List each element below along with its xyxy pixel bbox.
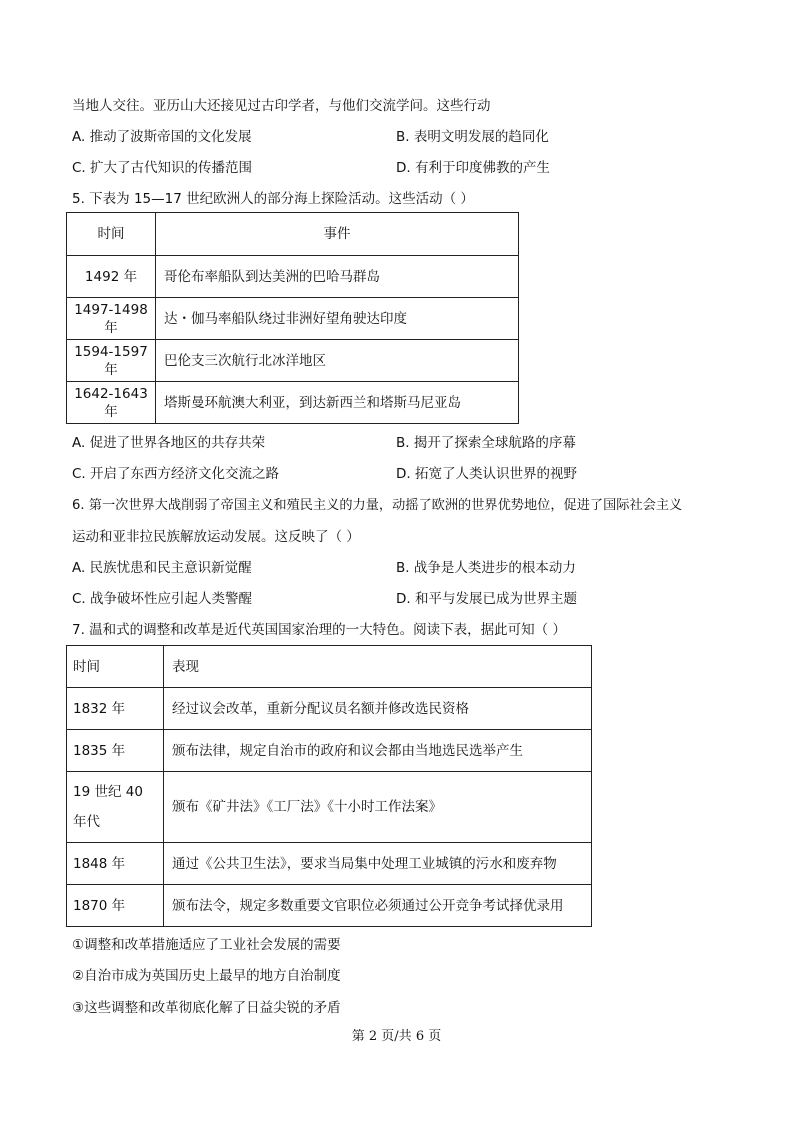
q6-stem-line1: 6. 第一次世界大战削弱了帝国主义和殖民主义的力量，动摇了欧洲的世界优势地位，促进了国际社会主义	[72, 498, 683, 513]
q4-option-b: B. 表明文明发展的趋同化	[396, 129, 549, 145]
table-row	[67, 688, 592, 730]
table-header-cell: 事件	[156, 213, 519, 256]
q5-table	[66, 212, 519, 424]
table-cell-detail: 通过《公共卫生法》，要求当局集中处理工业城镇的污水和废弃物	[164, 843, 592, 885]
table-cell-time: 1594-1597 年	[67, 340, 156, 382]
table-cell-event: 巴伦支三次航行北冰洋地区	[156, 340, 519, 382]
q4-option-a: A. 推动了波斯帝国的文化发展	[72, 129, 252, 145]
table-cell-event: 塔斯曼环航澳大利亚，到达新西兰和塔斯马尼亚岛	[156, 382, 519, 424]
table-row	[67, 772, 592, 843]
q7-stem: 7. 温和式的调整和改革是近代英国国家治理的一大特色。阅读下表，据此可知（ ）	[72, 622, 566, 638]
q5-option-a: A. 促进了世界各地区的共存共荣	[72, 435, 266, 451]
page-footer: 第 2 页/共 6 页	[351, 1029, 442, 1044]
table-cell-time: 1642-1643 年	[67, 382, 156, 424]
table-cell-time: 1832 年	[67, 688, 164, 730]
q6-option-d: D. 和平与发展已成为世界主题	[396, 591, 577, 607]
q4-option-c: C. 扩大了古代知识的传播范围	[72, 160, 253, 176]
q4-option-d: D. 有利于印度佛教的产生	[396, 160, 550, 176]
table-row	[67, 885, 592, 927]
table-cell-detail: 颁布法律，规定自治市的政府和议会都由当地选民选举产生	[164, 730, 592, 772]
table-header-row	[67, 646, 592, 688]
table-header-row	[67, 213, 519, 256]
q7-statement-2: ②自治市成为英国历史上最早的地方自治制度	[72, 968, 341, 984]
table-cell-time: 1497-1498 年	[67, 298, 156, 340]
table-header-cell: 时间	[67, 646, 164, 688]
table-row	[67, 256, 519, 298]
q5-option-c: C. 开启了东西方经济文化交流之路	[72, 466, 280, 482]
table-header-cell: 表现	[164, 646, 592, 688]
q5-option-b: B. 揭开了探索全球航路的序幕	[396, 435, 576, 451]
q6-option-c: C. 战争破坏性应引起人类警醒	[72, 591, 253, 607]
table-row	[67, 382, 519, 424]
q6-stem-line2: 运动和亚非拉民族解放运动发展。这反映了（ ）	[72, 529, 360, 545]
table-row	[67, 730, 592, 772]
table-cell-event: 哥伦布率船队到达美洲的巴哈马群岛	[156, 256, 519, 298]
table-cell-detail: 经过议会改革，重新分配议员名额并修改选民资格	[164, 688, 592, 730]
q7-table	[66, 645, 592, 927]
q5-stem: 5. 下表为 15—17 世纪欧洲人的部分海上探险活动。这些活动（ ）	[72, 191, 474, 207]
table-cell-detail: 颁布法令，规定多数重要文官职位必须通过公开竞争考试择优录用	[164, 885, 592, 927]
table-row	[67, 340, 519, 382]
q7-statement-1: ①调整和改革措施适应了工业社会发展的需要	[72, 937, 341, 953]
table-cell-detail: 颁布《矿井法》《工厂法》《十小时工作法案》	[164, 772, 592, 843]
q6-option-b: B. 战争是人类进步的根本动力	[396, 560, 576, 576]
table-cell-event: 达・伽马率船队绕过非洲好望角驶达印度	[156, 298, 519, 340]
q6-option-a: A. 民族忧患和民主意识新觉醒	[72, 560, 252, 576]
table-cell-time: 1492 年	[67, 256, 156, 298]
table-header-cell: 时间	[67, 213, 156, 256]
table-cell-time: 1870 年	[67, 885, 164, 927]
table-cell-time: 19 世纪 40 年代	[67, 772, 164, 843]
table-cell-time: 1835 年	[67, 730, 164, 772]
intro-line: 当地人交往。亚历山大还接见过古印学者，与他们交流学问。这些行动	[72, 98, 491, 114]
q5-option-d: D. 拓宽了人类认识世界的视野	[396, 466, 577, 482]
table-row	[67, 843, 592, 885]
table-cell-time: 1848 年	[67, 843, 164, 885]
table-row	[67, 298, 519, 340]
q7-statement-3: ③这些调整和改革彻底化解了日益尖锐的矛盾	[72, 1000, 341, 1016]
